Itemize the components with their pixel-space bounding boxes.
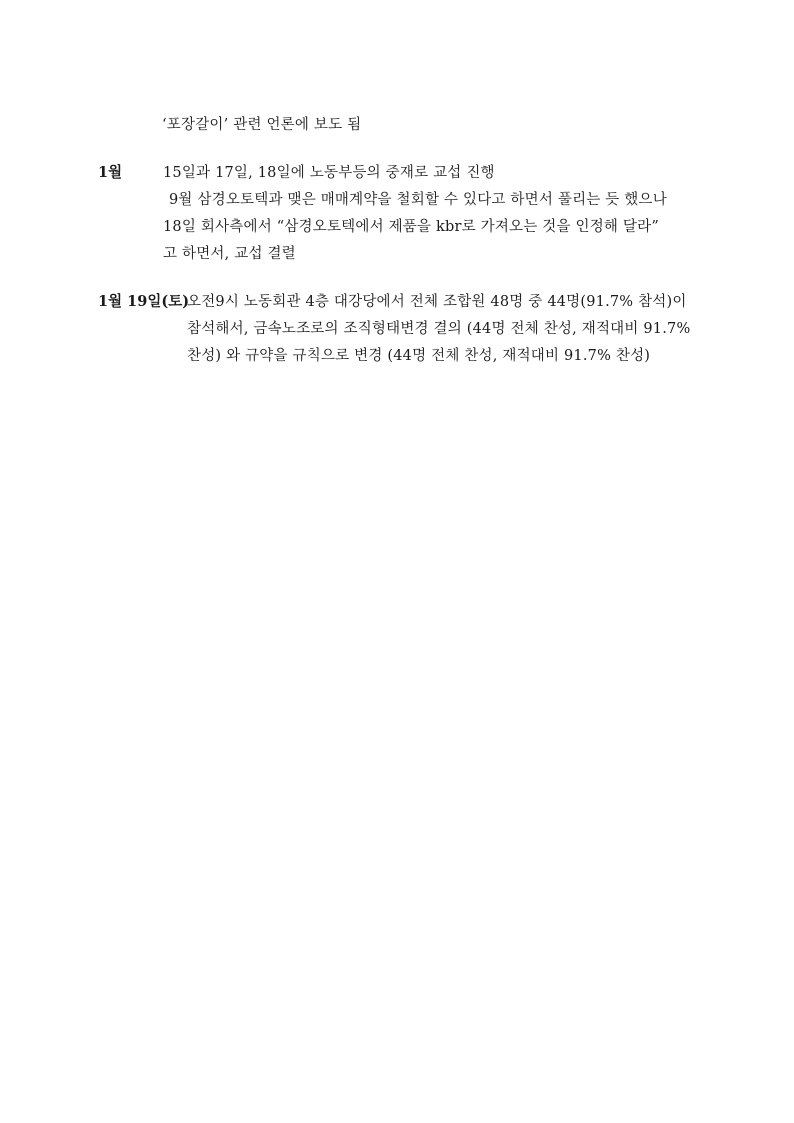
entry-text-line: 찬성) 와 규약을 규칙으로 변경 (44명 전체 찬성, 재적대비 91.7% 찬성) [187, 348, 651, 364]
intro-line: ‘포장갈이’ 관련 언론에 보도 됨 [162, 117, 362, 133]
entry-text-line: 고 하면서, 교섭 결렬 [163, 246, 296, 262]
entry-text-line: 15일과 17일, 18일에 노동부등의 중재로 교섭 진행 [163, 165, 495, 181]
entry-text-line: 참석해서, 금속노조로의 조직형태변경 결의 (44명 전체 찬성, 재적대비 91.7% [187, 321, 691, 337]
entry-text-line: 18일 회사측에서 “삼경오토텍에서 제품을 kbr로 가져오는 것을 인정해 달라” [163, 219, 659, 235]
entry-date: 1월 [98, 164, 123, 181]
entry-text-line: 9월 삼경오토텍과 맺은 매매계약을 철회할 수 있다고 하면서 풀리는 듯 했으나 [169, 192, 667, 208]
entry-date: 1월 19일(토) [98, 293, 190, 310]
entry-text-line: 오전9시 노동회관 4층 대강당에서 전체 조합원 48명 중 44명(91.7% 참석)이 [187, 294, 687, 310]
